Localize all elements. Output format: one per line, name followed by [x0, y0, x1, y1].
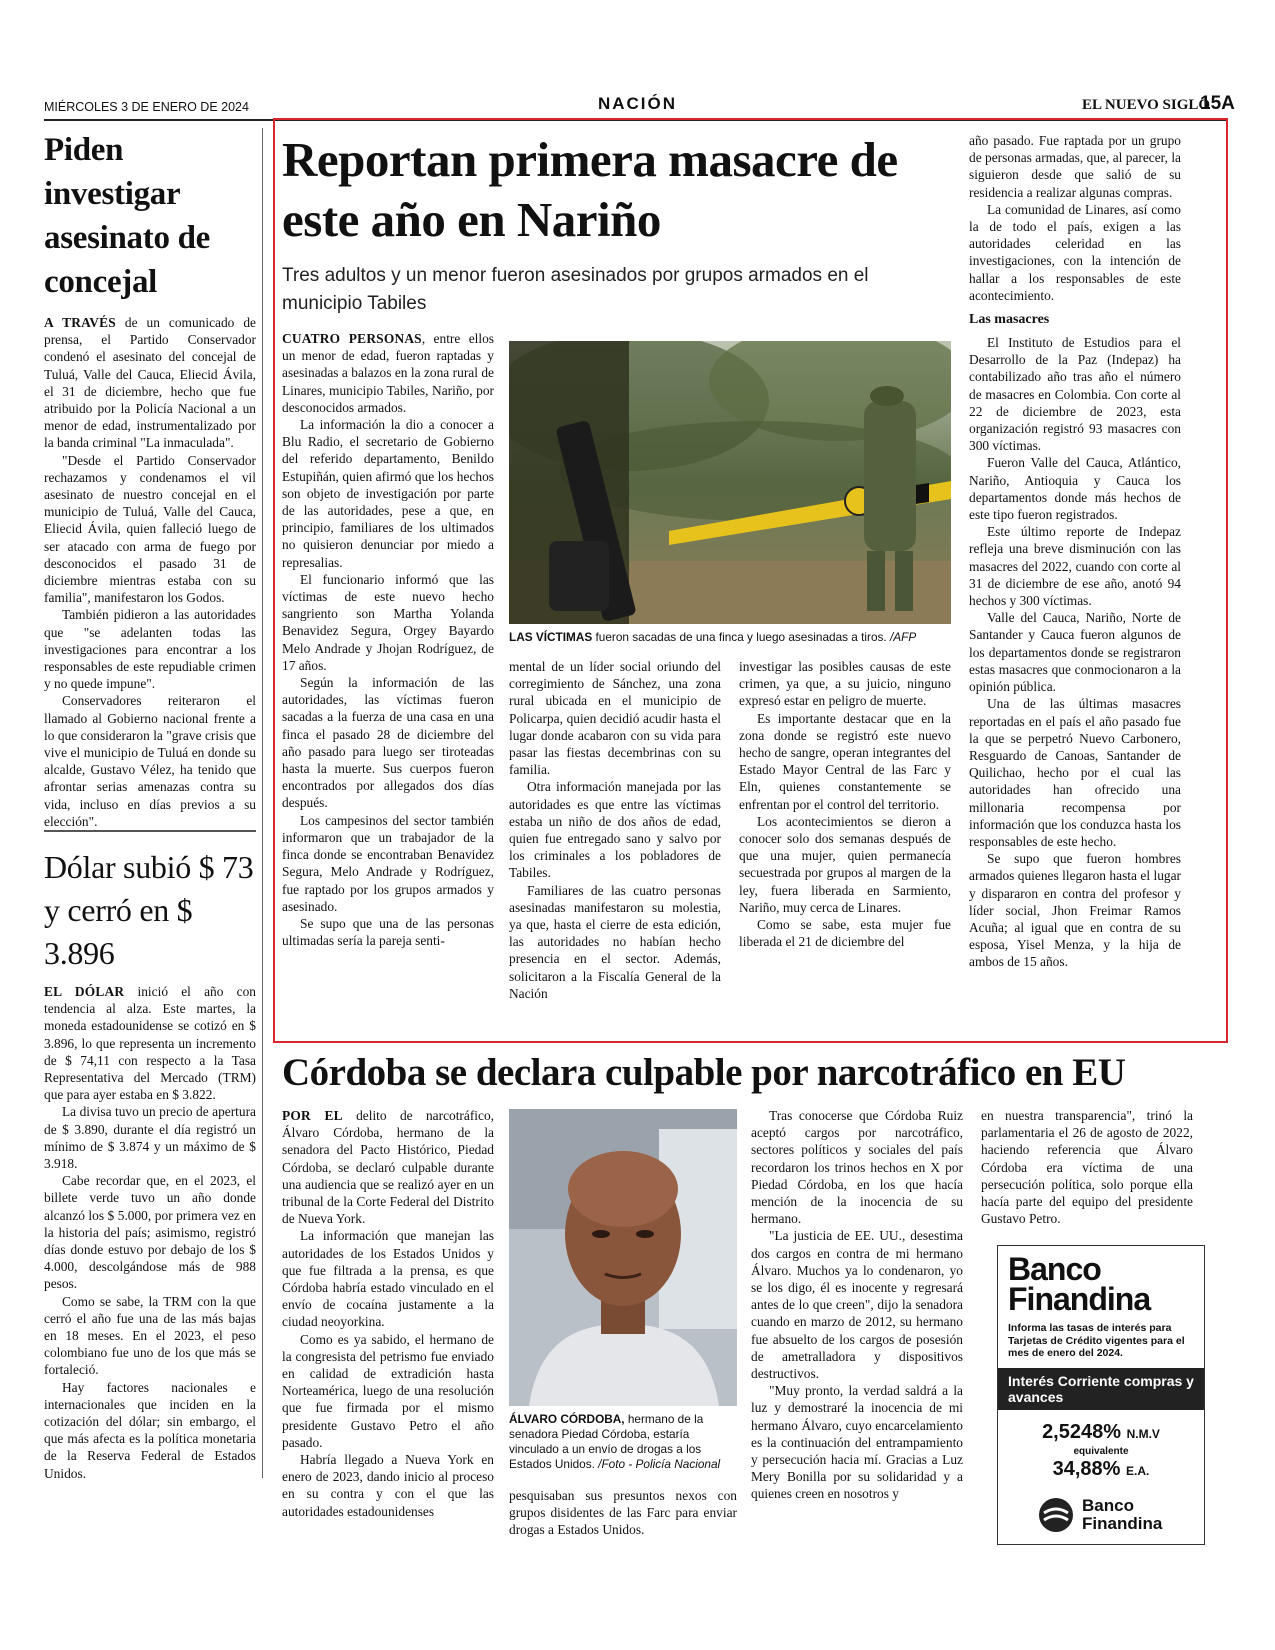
ad-equivalent: equivalente [1073, 1445, 1129, 1457]
cordoba-column-1 [282, 1107, 494, 1520]
cordoba-paragraph: La información que manejan las autoridades de los Estados Unidos y que fue filtrada a la prensa, es que Córdoba habría estado vinculado en el envío de cocaína justamente a la ciudad neoyorkina. [282, 1228, 494, 1330]
side-article-paragraph: "Desde el Partido Conservador rechazamos y condenamos el vil asesinato de nuestro concejal en el municipio de Tuluá, Valle del Cauca, Eliecid Ávila, quien falleció luego de ser atacado con arma de fuego por desconocidos el pasado 31 de diciembre mientras estaba con su familia", manifestaron los Godos. [44, 452, 256, 606]
cordoba-photo-caption: ÁLVARO CÓRDOBA, hermano de la senadora Piedad Córdoba, estaría vinculado a un envío de drogas a los Estados Unidos. /Foto - Policía Nacional [509, 1412, 721, 1471]
soldier-photo-illustration [509, 341, 951, 624]
ad-logo-text: Banco Finandina [1082, 1495, 1163, 1533]
ad-brand: Banco Finandina [1008, 1251, 1151, 1317]
cordoba-column-4 [981, 1107, 1193, 1227]
side-article-title: Dólar subió $ 73 y cerró en $ 3.896 [44, 849, 254, 971]
side-article-dolar [44, 846, 256, 1482]
main-paragraph: Los campesinos del sector también informaron que un trabajador de la finca donde se encontraban Benavidez Segura, Melo Andrade y Rodríguez, fue raptado por los grupos armados y asesinado. [282, 812, 494, 914]
main-paragraph: La comunidad de Linares, así como la de todo el país, exigen a las autoridades celeridad en las investigaciones, con la intención de hallar a los responsables de este acontecimiento. [969, 201, 1181, 303]
side-article-paragraph: Conservadores reiteraron el llamado al Gobierno nacional frente a lo que consideraron la "grave crisis que vive el municipio de Tuluá en donde su alcalde, Gustavo Vélez, ha tenido que afrontar serias amenazas contra su vida, incluso en días previos a su elección". [44, 693, 256, 829]
main-paragraph: mental de un líder social oriundo del corregimiento de Sánchez, una zona rural ubicada en el municipio de Policarpa, quien decidió acudir hasta el lugar donde acabaron con su vida para pasar las fiestas decembrinas con su familia. [509, 659, 721, 778]
side-article-paragraph: EL DÓLAR inició el año con tendencia al alza. Este martes, la moneda estadounidense se cotizó en $ 3.896, lo que representa un incremento de $ 74,11 con respecto a la Tasa Representativa del Mercado (TRM) que para ayer estaba en $ 3.822. [44, 984, 256, 1103]
main-paragraph: CUATRO PERSONAS, entre ellos un menor de edad, fueron raptadas y asesinadas a balazos en la zona rural de Linares, municipio Tabiles, Nariño, por desconocidos armados. [282, 331, 494, 415]
cordoba-column-3 [751, 1107, 963, 1503]
main-paragraph: investigar las posibles causas de este crimen, ya que, a su juicio, ninguno expresó estar en peligro de muerte. [739, 659, 951, 709]
lead-words: A TRAVÉS [44, 315, 116, 330]
ad-band: Interés Corriente compras y avances [998, 1368, 1204, 1410]
side-article-paragraph: A TRAVÉS de un comunicado de prensa, el Partido Conservador condenó el asesinato del concejal de Tuluá, Valle del Cauca, Eliecid Ávila, el 31 de diciembre, hecho que fue atribuido por la Policía Nacional a un menor de edad, instrumentalizado por la banda criminal "La inmaculada". [44, 315, 256, 451]
main-subheadline: Tres adultos y un menor fueron asesinados por grupos armados en el municipio Tabiles [282, 265, 869, 314]
main-column-4 [969, 132, 1181, 971]
side-article-paragraph: Como se sabe, la TRM con la que cerró el año fue una de las más bajas en 18 meses. En el 2023, el peso colombiano fue uno de los que más se fortaleció. [44, 1293, 256, 1378]
cordoba-paragraph: en nuestra transparencia", trinó la parlamentaria el 26 de agosto de 2022, haciendo referencia que Álvaro Córdoba era víctima de una persecución política, solo porque ella hacía parte del equipo del presidente Gustavo Petro. [981, 1108, 1193, 1227]
bank-logo-icon [1038, 1497, 1074, 1533]
side-article-paragraph: También pidieron a las autoridades que "se adelanten todas las investigaciones para encontrar a los responsables de este repudiable crimen y no quede impune". [44, 607, 256, 692]
lead-words: EL DÓLAR [44, 984, 125, 999]
main-paragraph: Como se sabe, esta mujer fue liberada el 21 de diciembre del [739, 917, 951, 950]
cordoba-column-2 [509, 1487, 737, 1539]
side-article-paragraph: Hay factores nacionales e internacionales que inciden en la cotización del dólar; sin embargo, el que más afecta es la política monetaria de la Reserva Federal de Estados Unidos. [44, 1379, 256, 1481]
side-article-paragraph: Cabe recordar que, en el 2023, el billete verde tuvo un año donde alcanzó los $ 5.000, por primera vez en la historia del país; asimismo, registró días donde estuvo por debajo de los $ 4.000, descolgándose más de 988 pesos. [44, 1173, 256, 1292]
ad-rate-ea: 34,88% E.A. [1052, 1457, 1150, 1480]
newspaper-brand: EL NUEVO SIGLO [1082, 97, 1211, 113]
cordoba-paragraph: Habría llegado a Nueva York en enero de 2023, dando inicio al proceso en su contra y con el que las autoridades estadounidenses [282, 1452, 494, 1519]
cordoba-headline: Córdoba se declara culpable por narcotráfico en EU [282, 1051, 1126, 1094]
lead-words: CUATRO PERSONAS [282, 331, 422, 346]
main-headline: Reportan primera masacre de este año en Nariño [282, 132, 898, 247]
ad-rate-nmv: 2,5248% N.M.V [1042, 1420, 1160, 1443]
main-paragraph: año pasado. Fue raptada por un grupo de personas armadas, que, al parecer, la siguieron desde que salió de su residencia a realizar algunas compras. [969, 133, 1181, 200]
main-paragraph: Otra información manejada por las autoridades es que entre las víctimas estaba un niño de dos años de edad, quien fue entregado sano y salvo por los criminales a los pobladores de Tabiles. [509, 779, 721, 881]
soldier-photo [509, 341, 951, 624]
main-column-1 [282, 330, 494, 949]
main-subhead: Las masacres [969, 312, 1050, 328]
cordoba-portrait-illustration [509, 1109, 737, 1406]
main-column-2 [509, 658, 721, 1002]
main-paragraph: Fueron Valle del Cauca, Atlántico, Nariño, Antioquia y Cauca los departamentos donde más hechos de este tipo fueron registrados. [969, 455, 1181, 523]
main-column-3 [739, 658, 951, 950]
main-paragraph: Según la información de las autoridades, las víctimas fueron sacadas a la fuerza de una casa en una finca el pasado 28 de diciembre del año pasado para luego ser tiroteadas hasta la muerte. Sus cuerpos fueron encontrados por allegados dos días después. [282, 675, 494, 811]
main-paragraph: Es importante destacar que en la zona donde se registró este nuevo hecho de sangre, operan integrantes del Estado Mayor Central de las Farc y Eln, quienes constantemente se enfrentan por el control del territorio. [739, 710, 951, 812]
cordoba-paragraph: Como es ya sabido, el hermano de la congresista del petrismo fue enviado en calidad de extradición hasta Norteamérica, luego de una resolución que fue firmada por el mismo presidente Gustavo Petro el año pasado. [282, 1331, 494, 1450]
side-article-paragraph: La divisa tuvo un precio de apertura de $ 3.890, durante el día registró un mínimo de $ 3.874 y un máximo de $ 3.918. [44, 1104, 256, 1172]
main-paragraph: Se supo que fueron hombres armados quienes llegaron hasta el lugar y dispararon en contra del profesor y líder social, Jhon Freimar Ramos Acuña; al igual que en contra de su esposa, Yisel Menza, y la hija de ambos de 15 años. [969, 851, 1181, 970]
main-paragraph: El funcionario informó que las víctimas de este nuevo hecho sangriento son Martha Yolanda Benavidez Segura, Orgey Bayardo Melo Andrade y Jhojan Rodríguez, de 17 años. [282, 571, 494, 673]
main-paragraph: Este último reporte de Indepaz refleja una breve disminución con las masacres del 2022, cuando con corte al 31 de diciembre de ese año, anotó 94 hechos y 300 víctimas. [969, 524, 1181, 609]
section-title: NACIÓN [597, 94, 678, 113]
page-number: 15A [1200, 93, 1235, 114]
main-paragraph: Los acontecimientos se dieron a conocer solo dos semanas después de que una mujer, quien permanecía secuestrada por grupos al margen de la ley, fuera liberada en Sarmiento, Nariño, muy cerca de Linares. [739, 813, 951, 915]
main-paragraph: Familiares de las cuatro personas asesinadas manifestaron su molestia, ya que, hasta el cierre de esta edición, las autoridades no habían hecho presencia en el sector. Además, solicitaron a la Fiscalía General de la Nación [509, 882, 721, 1001]
bank-advertisement [997, 1245, 1205, 1545]
side-article-title: Piden investigar asesinato de concejal [44, 132, 210, 300]
lead-words: POR EL [282, 1108, 343, 1123]
cordoba-paragraph: POR EL delito de narcotráfico, Álvaro Córdoba, hermano de la senadora del Pacto Histórico, Piedad Córdoba, se declaró culpable durante una audiencia que se realizó ayer en un tribunal de la Corte Federal del Distrito de Nueva York. [282, 1108, 495, 1227]
cordoba-photo [509, 1109, 737, 1406]
main-paragraph: Una de las últimas masacres reportadas en el país el año pasado fue la que se perpetró Nuevo Carbonero, Resguardo de Canoas, Santander de Quilichao, hecho por el cual las autoridades han ofrecido una millonaria recompensa por información que los conduzca hasta los responsables de este hecho. [969, 696, 1181, 849]
cordoba-paragraph: pesquisaban sus presuntos nexos con grupos disidentes de las Farc para enviar drogas a Estados Unidos. [509, 1488, 737, 1538]
side-divider [44, 830, 256, 832]
ad-text: Informa las tasas de interés para Tarjetas de Crédito vigentes para el mes de enero del 2024. [1008, 1322, 1185, 1359]
side-article-concejal [44, 128, 256, 830]
ad-logo [1038, 1497, 1204, 1533]
main-paragraph: Se supo que una de las personas ultimadas sería la pareja senti- [282, 915, 494, 949]
cordoba-paragraph: Tras conocerse que Córdoba Ruiz aceptó cargos por narcotráfico, sectores políticos y sociales del país recordaron los trinos hechos en X por Piedad Córdoba, en los que hacía mención de la inocencia de su hermano. [751, 1108, 963, 1227]
main-paragraph: La información la dio a conocer a Blu Radio, el secretario de Gobierno del referido departamento, Benildo Estupiñán, quien afirmó que los hechos son objeto de investigación por parte de las autoridades, pese a que, en principio, familiares de los ultimados no quisieron denunciar por miedo a represalias. [282, 417, 494, 570]
cordoba-paragraph: "La justicia de EE. UU., desestima dos cargos en contra de mi hermano Álvaro. Muchos ya lo condenaron, yo se los digo, él es inocente y regresará antes de lo que creen", dijo la senadora cuando en marzo de 2012, su hermano fue absuelto de los cargos de posesión de ametralladora y dispositivos destructivos. [751, 1228, 963, 1382]
column-divider [262, 128, 263, 1478]
main-paragraph: El Instituto de Estudios para el Desarrollo de la Paz (Indepaz) ha contabilizado año tras año el número de masacres en Colombia. Con corte al 22 de diciembre de 2023, esta organización registró 93 masacres con 300 víctimas. [969, 335, 1181, 454]
cordoba-paragraph: "Muy pronto, la verdad saldrá a la luz y demostraré la inocencia de mi hermano Álvaro, cuyo encarcelamiento es la continuación del entrampamiento y persecución hacia mí. Gracias a Luz Mery Bonilla por su solidaridad y a quienes creen en nosotros y [751, 1383, 963, 1502]
main-paragraph: Valle del Cauca, Nariño, Norte de Santander y Cauca fueron algunos de los departamentos donde se registraron estas masacres que conmocionaron a la opinión pública. [969, 610, 1181, 695]
main-photo-caption: LAS VÍCTIMAS fueron sacadas de una finca y luego asesinadas a tiros. /AFP [509, 630, 917, 644]
header-date: MIÉRCOLES 3 DE ENERO DE 2024 [44, 100, 249, 114]
